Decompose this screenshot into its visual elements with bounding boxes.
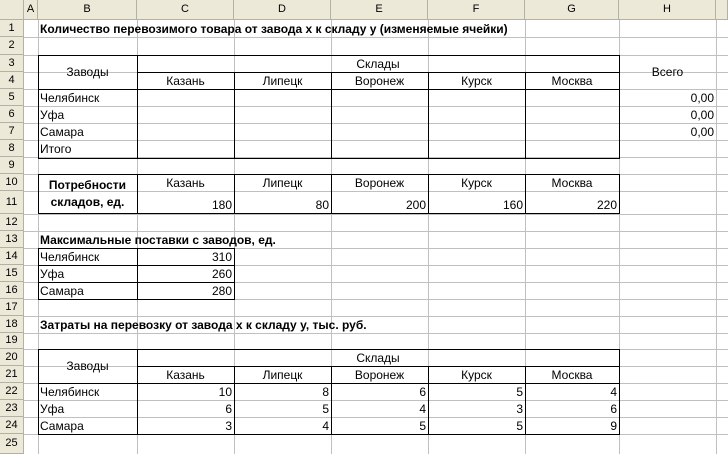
row-header[interactable]: 23 [0,400,24,417]
t4-cost-cell[interactable]: 8 [322,384,329,399]
row-header[interactable]: 4 [0,72,24,89]
t3-plant-ufa[interactable]: Уфа [40,266,65,281]
t2-city-voronezh[interactable]: Воронеж [354,175,405,190]
t4-cost-cell[interactable]: 10 [218,384,232,399]
row-header[interactable]: 12 [0,214,24,231]
t4-cost-cell[interactable]: 6 [610,401,617,416]
t1-zavody-header[interactable]: Заводы [66,65,109,79]
t4-city-lipetsk[interactable]: Липецк [262,367,303,382]
t3-supply-samara[interactable]: 280 [211,283,232,298]
t3-supply-chelyabinsk[interactable]: 310 [211,249,232,264]
t1-total-ufa[interactable]: 0,00 [690,107,714,122]
gridline [716,20,717,454]
t2-demand-kazan[interactable]: 180 [211,197,232,212]
t1-total-samara[interactable]: 0,00 [690,124,714,139]
t4-cost-cell[interactable]: 4 [419,401,426,416]
t4-city-moskva[interactable]: Москва [551,367,593,382]
t1-city-lipetsk[interactable]: Липецк [262,73,303,88]
row-header[interactable]: 5 [0,89,24,106]
select-all-corner[interactable] [0,0,24,20]
t4-cost-cell[interactable]: 6 [419,384,426,399]
t3-supply-ufa[interactable]: 260 [211,266,232,281]
row-header[interactable]: 10 [0,174,24,191]
t1-vsego-header[interactable]: Всего [651,65,684,79]
t4-city-kazan[interactable]: Казань [166,367,205,382]
t2-demand-lipetsk[interactable]: 80 [315,197,329,212]
t2-demand-moskva[interactable]: 220 [596,197,617,212]
row-header[interactable]: 1 [0,20,24,37]
row-header[interactable]: 25 [0,434,24,454]
col-header-g[interactable]: G [525,0,619,20]
col-header-d[interactable]: D [234,0,331,20]
t2-demand-voronezh[interactable]: 200 [405,197,426,212]
t1-city-voronezh[interactable]: Воронеж [354,73,405,88]
t4-cost-cell[interactable]: 3 [225,418,232,433]
t2-label-line2[interactable]: складов, ед. [50,194,125,209]
t1-plant-samara[interactable]: Самара [40,124,84,139]
row-header[interactable]: 22 [0,383,24,400]
t2-city-kursk[interactable]: Курск [461,175,492,190]
t3-plant-chelyabinsk[interactable]: Челябинск [40,249,100,264]
title-max-supply[interactable]: Максимальные поставки с заводов, ед. [40,232,276,247]
t4-cost-cell[interactable]: 5 [419,418,426,433]
t4-city-kursk[interactable]: Курск [461,367,492,382]
row-header[interactable]: 24 [0,417,24,434]
gridline [24,214,728,215]
t1-plant-chelyabinsk[interactable]: Челябинск [40,90,100,105]
t4-zavody-header[interactable]: Заводы [66,359,109,373]
row-header[interactable]: 17 [0,299,24,316]
t4-cost-cell[interactable]: 4 [610,384,617,399]
gridline [24,333,728,334]
t2-city-moskva[interactable]: Москва [551,175,593,190]
row-header[interactable]: 21 [0,366,24,383]
col-header-h[interactable]: H [619,0,716,20]
t2-city-kazan[interactable]: Казань [166,175,205,190]
col-header-e[interactable]: E [331,0,428,20]
row-header[interactable]: 9 [0,157,24,174]
t4-plant-chelyabinsk[interactable]: Челябинск [40,384,100,399]
t4-cost-cell[interactable]: 6 [225,401,232,416]
t2-city-lipetsk[interactable]: Липецк [262,175,303,190]
col-header-f[interactable]: F [428,0,525,20]
t4-cost-cell[interactable]: 5 [322,401,329,416]
row-header[interactable]: 18 [0,316,24,333]
row-header[interactable]: 11 [0,191,24,214]
t1-plant-ufa[interactable]: Уфа [40,107,65,122]
row-header[interactable]: 7 [0,123,24,140]
row-header[interactable]: 6 [0,106,24,123]
t4-plant-ufa[interactable]: Уфа [40,401,65,416]
row-header[interactable]: 2 [0,37,24,55]
row-header[interactable]: 20 [0,349,24,366]
t1-plant-itogo[interactable]: Итого [40,141,72,156]
row-header[interactable]: 16 [0,282,24,299]
t1-city-moskva[interactable]: Москва [551,73,593,88]
t1-total-chelyabinsk[interactable]: 0,00 [690,90,714,105]
t4-plant-samara[interactable]: Самара [40,418,84,433]
title-transport-costs[interactable]: Затраты на перевозку от завода x к складу y, тыс. руб. [40,317,367,332]
t4-cost-cell[interactable]: 5 [516,384,523,399]
col-header-a[interactable]: A [24,0,38,20]
gridline [24,37,728,38]
t4-sklady-header[interactable]: Склады [356,350,400,365]
title-quantity[interactable]: Количество перевозимого товара от завода x к складу y (изменяемые ячейки) [40,22,508,36]
t1-sklady-header[interactable]: Склады [356,56,400,71]
row-header[interactable]: 19 [0,333,24,349]
row-header[interactable]: 13 [0,231,24,248]
row-header[interactable]: 3 [0,55,24,72]
row-header[interactable]: 8 [0,140,24,157]
t2-demand-kursk[interactable]: 160 [502,197,523,212]
row-header[interactable]: 15 [0,265,24,282]
t4-cost-cell[interactable]: 9 [610,418,617,433]
t3-plant-samara[interactable]: Самара [40,283,84,298]
col-header-b[interactable]: B [38,0,137,20]
t2-label-line1[interactable]: Потребности [48,177,127,192]
t4-cost-cell[interactable]: 4 [322,418,329,433]
t4-city-voronezh[interactable]: Воронеж [354,367,405,382]
col-header-c[interactable]: C [137,0,234,20]
t1-city-kursk[interactable]: Курск [461,73,492,88]
t4-cost-cell[interactable]: 3 [516,401,523,416]
row-header[interactable]: 14 [0,248,24,265]
col-header-overflow [716,0,728,20]
t1-city-kazan[interactable]: Казань [166,73,205,88]
t4-cost-cell[interactable]: 5 [516,418,523,433]
